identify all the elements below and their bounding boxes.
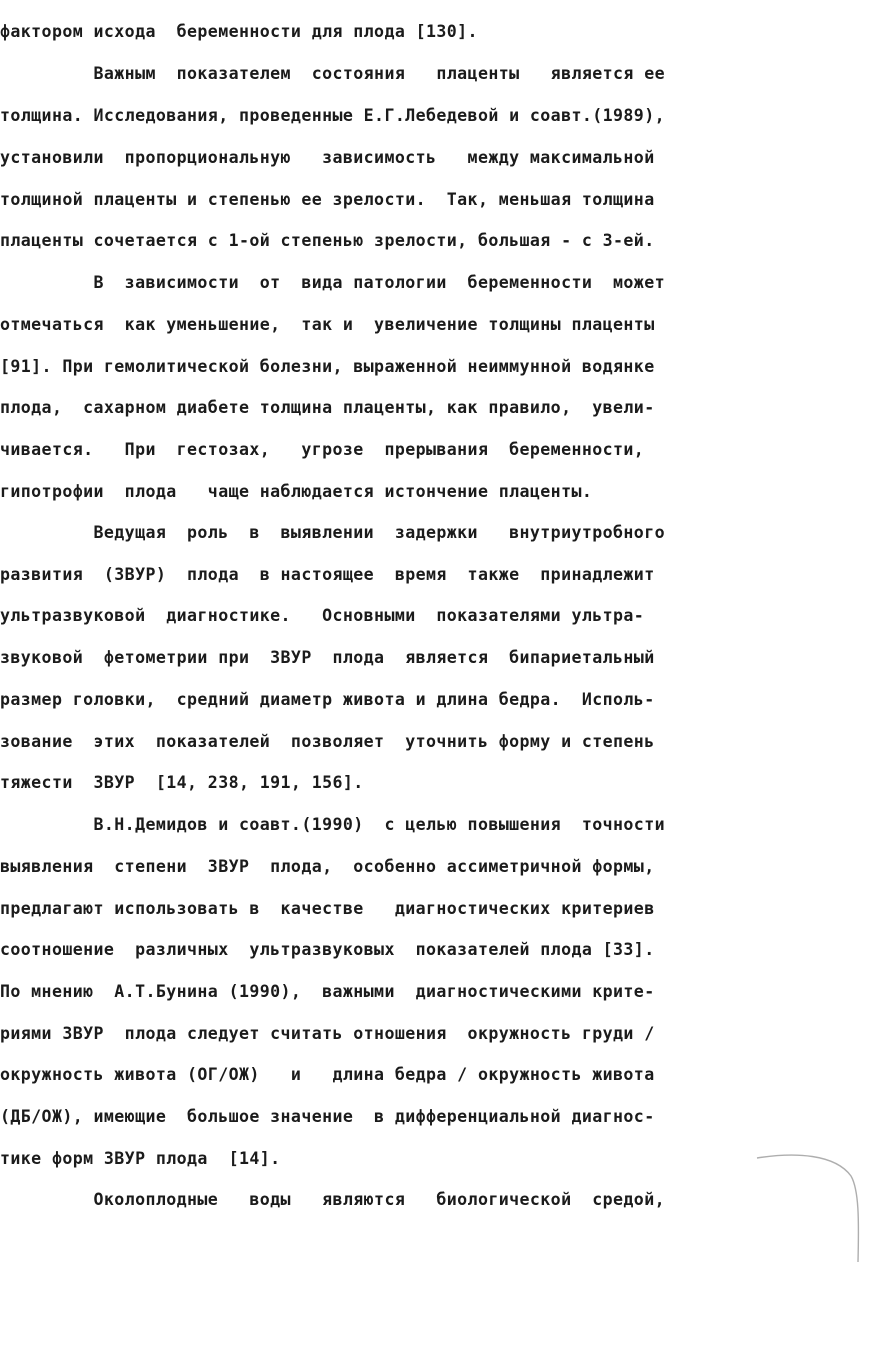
text-line: Ведущая роль в выявлении задержки внутриутробного — [0, 523, 665, 542]
text-line: звуковой фетометрии при ЗВУР плода является бипариетальный — [0, 648, 655, 667]
text-line: окружность живота (ОГ/ОЖ) и длина бедра / окружность живота — [0, 1065, 655, 1084]
text-line: Важным показателем состояния плаценты является ее — [0, 64, 665, 83]
text-line: ультразвуковой диагностике. Основными показателями ультра- — [0, 606, 645, 625]
text-line: гипотрофии плода чаще наблюдается истончение плаценты. — [0, 482, 593, 501]
text-line: зование этих показателей позволяет уточнить форму и степень — [0, 732, 655, 751]
text-line: тяжести ЗВУР [14, 238, 191, 156]. — [0, 773, 364, 792]
text-line: По мнению А.Т.Бунина (1990), важными диагностическими крите- — [0, 982, 655, 1001]
text-line: соотношение различных ультразвуковых показателей плода [33]. — [0, 940, 655, 959]
text-line: толщина. Исследования, проведенные Е.Г.Лебедевой и соавт.(1989), — [0, 106, 665, 125]
text-line: толщиной плаценты и степенью ее зрелости. Так, меньшая толщина — [0, 190, 655, 209]
text-line: (ДБ/ОЖ), имеющие большое значение в дифференциальной диагнос- — [0, 1107, 655, 1126]
text-line: чивается. При гестозах, угрозе прерывания беременности, — [0, 440, 645, 459]
text-line: [91]. При гемолитической болезни, выраженной неиммунной водянке — [0, 357, 655, 376]
text-line: развития (ЗВУР) плода в настоящее время также принадлежит — [0, 565, 655, 584]
text-line: плаценты сочетается с 1-ой степенью зрелости, большая - с 3-ей. — [0, 231, 655, 250]
text-line: установили пропорциональную зависимость между максимальной — [0, 148, 655, 167]
text-line: риями ЗВУР плода следует считать отношения окружность груди / — [0, 1024, 655, 1043]
text-line: предлагают использовать в качестве диагностических критериев — [0, 899, 655, 918]
page-fold-mark — [755, 1150, 865, 1265]
text-line: В.Н.Демидов и соавт.(1990) с целью повышения точности — [0, 815, 665, 834]
text-line: Околоплодные воды являются биологической средой, — [0, 1190, 665, 1209]
text-line: фактором исхода беременности для плода [130]. — [0, 22, 478, 41]
text-line: В зависимости от вида патологии беременности может — [0, 273, 665, 292]
text-line: тике форм ЗВУР плода [14]. — [0, 1149, 281, 1168]
text-line: размер головки, средний диаметр живота и длина бедра. Исполь- — [0, 690, 655, 709]
text-line: отмечаться как уменьшение, так и увеличение толщины плаценты — [0, 315, 655, 334]
text-line: выявления степени ЗВУР плода, особенно ассиметричной формы, — [0, 857, 655, 876]
text-line: плода, сахарном диабете толщина плаценты, как правило, увели- — [0, 398, 655, 417]
